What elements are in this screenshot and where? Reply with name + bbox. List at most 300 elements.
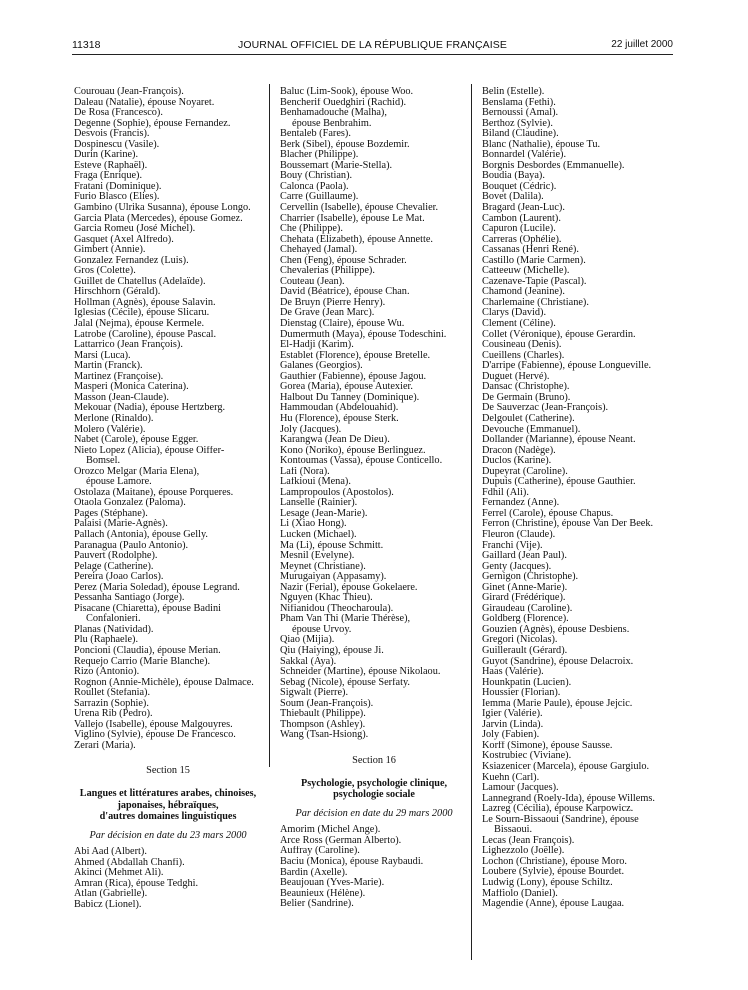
- column-divider-2: [471, 84, 472, 960]
- entry-line: Masperi (Monica Caterina).: [74, 382, 189, 393]
- entry-line: Daleau (Natalie), épouse Noyaret.: [74, 97, 215, 108]
- name-entry: [74, 351, 262, 362]
- entry-continuation: épouse Urvoy.: [292, 623, 352, 635]
- name-entry: [280, 709, 468, 720]
- name-entry: [74, 266, 262, 277]
- name-entry: [280, 361, 468, 372]
- entry-line: Clarys (David).: [482, 308, 547, 319]
- name-entry: [482, 235, 670, 246]
- entry-line: Korff (Simone), épouse Sausse.: [482, 740, 613, 751]
- entry-line: Furio Blasco (Elies).: [74, 192, 160, 203]
- entry-line: Fleuron (Claude).: [482, 529, 556, 540]
- entry-line: Durin (Karine).: [74, 150, 139, 161]
- name-entry: [280, 488, 468, 499]
- name-entry: [280, 287, 468, 298]
- entry-line: Chevalerias (Philippe).: [280, 266, 375, 277]
- entry-line: Dracon (Nadège).: [482, 445, 556, 456]
- decision-date: Par décision en date du 29 mars 2000: [295, 808, 453, 820]
- name-entry: [74, 319, 262, 330]
- entry-line: Establet (Florence), épouse Bretelle.: [280, 350, 431, 361]
- entry-line: Sigwalt (Pierre).: [280, 688, 349, 699]
- name-entry: [280, 298, 468, 309]
- entry-line: Kono (Noriko), épouse Berlinguez.: [280, 445, 426, 456]
- name-entry: [74, 361, 262, 372]
- entry-line: Iglesias (Cécile), épouse Slicaru.: [74, 308, 210, 319]
- name-entry: [74, 900, 262, 911]
- name-entry: [482, 551, 670, 562]
- name-entry: [74, 382, 262, 393]
- entry-line: Lecas (Jean François).: [482, 835, 575, 846]
- entry-line: El-Hadji (Karim).: [280, 340, 354, 351]
- name-entry: [74, 182, 262, 193]
- entry-list: [74, 847, 262, 910]
- name-entry: [280, 857, 468, 868]
- entry-line: Cervellin (Isabelle), épouse Chevalier.: [280, 203, 439, 214]
- name-entry: [482, 214, 670, 225]
- entry-line: Orozco Melgar (Maria Elena),: [74, 466, 200, 477]
- entry-continuation: Bomsel.: [86, 455, 121, 467]
- entry-line: Lattarrico (Jean François).: [74, 340, 183, 351]
- name-entry: [74, 171, 262, 182]
- entry-line: Pereira (Joao Carlos).: [74, 572, 164, 583]
- name-entry: [280, 530, 468, 541]
- entry-line: Pham Van Thi (Marie Thérèse),: [280, 614, 411, 625]
- entry-line: Lafi (Nora).: [280, 466, 330, 477]
- entry-line: Martinez (Françoise).: [74, 371, 164, 382]
- entry-line: Hu (Florence), épouse Sterk.: [280, 413, 399, 424]
- entry-line: Boussemart (Marie-Stella).: [280, 160, 393, 171]
- name-entry: [74, 604, 262, 625]
- name-entry: [482, 899, 670, 910]
- name-entry: [482, 709, 670, 720]
- name-entry: [280, 498, 468, 509]
- entry-line: Bonnardel (Valérie).: [482, 150, 567, 161]
- entry-line: Gregori (Nicolas).: [482, 635, 558, 646]
- entry-line: Arce Ross (German Alberto).: [280, 835, 402, 846]
- name-entry: [280, 98, 468, 109]
- column-1: [74, 87, 262, 910]
- entry-line: Belier (Sandrine).: [280, 899, 354, 910]
- section-label: Section 16: [352, 754, 396, 766]
- entry-line: Girard (Frédérique).: [482, 593, 566, 604]
- entry-line: Hounkpatin (Lucien).: [482, 677, 572, 688]
- entry-line: Dansac (Christophe).: [482, 382, 570, 393]
- name-entry: [280, 403, 468, 414]
- entry-line: Bouquet (Cédric).: [482, 181, 557, 192]
- section-title: [280, 778, 468, 800]
- entry-line: Li (Xiao Hong).: [280, 519, 347, 530]
- entry-line: Ahmed (Abdallah Chanfi).: [74, 857, 185, 868]
- name-entry: [482, 403, 670, 414]
- name-entry: [280, 214, 468, 225]
- name-entry: [74, 498, 262, 509]
- entry-line: Qiao (Mijia).: [280, 635, 335, 646]
- entry-line: Baluc (Lim-Sook), épouse Woo.: [280, 87, 414, 97]
- name-entry: [280, 446, 468, 457]
- entry-line: Chehayed (Jamal).: [280, 245, 358, 256]
- entry-line: Bovet (Dalila).: [482, 192, 544, 203]
- name-entry: [74, 308, 262, 319]
- entry-continuation: épouse Benbrahim.: [292, 117, 372, 129]
- entry-line: Chen (Feng), épouse Schrader.: [280, 255, 407, 266]
- name-entry: [280, 720, 468, 731]
- column-3: [482, 87, 670, 910]
- entry-line: Collet (Véronique), épouse Gerardin.: [482, 329, 636, 340]
- name-entry: [482, 625, 670, 636]
- name-entry: [482, 351, 670, 362]
- name-entry: [482, 150, 670, 161]
- entry-line: Bernoussi (Amal).: [482, 108, 559, 119]
- name-entry: [74, 551, 262, 562]
- name-entry: [482, 488, 670, 499]
- entry-line: Couteau (Jean).: [280, 276, 345, 287]
- name-entry: [74, 530, 262, 541]
- entry-line: Belin (Estelle).: [482, 87, 545, 97]
- name-entry: [482, 477, 670, 488]
- entry-line: Pisacane (Chiaretta), épouse Badini: [74, 603, 221, 614]
- entry-line: Berk (Sibel), épouse Bozdemir.: [280, 139, 410, 150]
- name-entry: [482, 593, 670, 604]
- name-entry: [482, 361, 670, 372]
- entry-line: Beaujouan (Yves-Marie).: [280, 878, 385, 889]
- entry-line: Dienstag (Claire), épouse Wu.: [280, 319, 405, 330]
- name-entry: [74, 678, 262, 689]
- entry-line: Urena Rib (Pedro).: [74, 709, 153, 720]
- name-entry: [280, 245, 468, 256]
- name-entry: [482, 762, 670, 773]
- entry-line: Cazenave-Tapie (Pascal).: [482, 276, 587, 287]
- entry-line: Loubere (Sylvie), épouse Bourdet.: [482, 867, 625, 878]
- entry-line: Catteeuw (Michelle).: [482, 266, 570, 277]
- entry-line: Guillerault (Gérard).: [482, 645, 568, 656]
- name-entry: [482, 720, 670, 731]
- entry-line: Plu (Raphaele).: [74, 635, 139, 646]
- entry-line: Lamour (Jacques).: [482, 783, 559, 794]
- name-entry: [482, 751, 670, 762]
- entry-line: Dollander (Marianne), épouse Neant.: [482, 435, 636, 446]
- name-entry: [482, 635, 670, 646]
- name-entry: [74, 868, 262, 879]
- name-entry: [280, 235, 468, 246]
- name-entry: [482, 846, 670, 857]
- name-entry: [74, 657, 262, 668]
- name-entry: [280, 203, 468, 214]
- name-entry: [482, 372, 670, 383]
- name-entry: [280, 519, 468, 530]
- entry-line: Latrobe (Caroline), épouse Pascal.: [74, 329, 217, 340]
- name-entry: [74, 203, 262, 214]
- entry-line: Castillo (Marie Carmen).: [482, 255, 586, 266]
- entry-line: Iemma (Marie Paule), épouse Jejcic.: [482, 698, 633, 709]
- entry-line: Mekouar (Nadia), épouse Hertzberg.: [74, 403, 226, 414]
- entry-line: Garcia Plata (Mercedes), épouse Gomez.: [74, 213, 243, 224]
- name-entry: [482, 678, 670, 689]
- name-entry: [74, 583, 262, 594]
- entry-line: Jarvin (Linda).: [482, 719, 544, 730]
- name-entry: [482, 646, 670, 657]
- name-entry: [280, 562, 468, 573]
- name-entry: [482, 583, 670, 594]
- entry-line: Merlone (Rinaldo).: [74, 413, 154, 424]
- name-entry: [482, 308, 670, 319]
- section-title-line: d'autres domaines linguistiques: [99, 810, 237, 822]
- entry-line: Gouzien (Agnès), épouse Desbiens.: [482, 624, 630, 635]
- entry-line: Guyot (Sandrine), épouse Delacroix.: [482, 656, 634, 667]
- entry-line: Nabet (Carole), épouse Egger.: [74, 435, 199, 446]
- name-entry: [280, 150, 468, 161]
- entry-line: Kostrubiec (Viviane).: [482, 751, 572, 762]
- name-entry: [482, 804, 670, 815]
- name-entry: [280, 899, 468, 910]
- name-entry: [74, 256, 262, 267]
- entry-line: Cambon (Laurent).: [482, 213, 561, 224]
- name-entry: [482, 867, 670, 878]
- name-entry: [482, 530, 670, 541]
- section-title-line: Langues et littératures arabes, chinoises,: [79, 788, 257, 800]
- name-entry: [482, 140, 670, 151]
- name-entry: [280, 678, 468, 689]
- entry-line: Viglino (Sylvie), épouse De Francesco.: [74, 730, 236, 741]
- entry-line: Lighezzolo (Joëlle).: [482, 846, 565, 857]
- name-entry: [482, 836, 670, 847]
- entry-line: Haas (Valérie).: [482, 667, 544, 678]
- name-entry: [280, 878, 468, 889]
- entry-line: Gambino (Ulrika Susanna), épouse Longo.: [74, 203, 251, 214]
- entry-line: Ma (Li), épouse Schmitt.: [280, 540, 384, 551]
- entry-line: Murugaiyan (Appasamy).: [280, 572, 387, 583]
- name-entry: [74, 446, 262, 467]
- name-entry: [280, 509, 468, 520]
- name-entry: [280, 593, 468, 604]
- column-divider-1: [269, 84, 270, 767]
- name-entry: [482, 889, 670, 900]
- name-entry: [280, 372, 468, 383]
- entry-line: Lazreg (Cécilia), épouse Karpowicz.: [482, 804, 634, 815]
- name-entry: [280, 551, 468, 562]
- entry-line: Guillet de Chatellus (Adelaïde).: [74, 276, 206, 287]
- entry-line: Atlan (Gabrielle).: [74, 889, 148, 900]
- name-entry: [482, 287, 670, 298]
- name-entry: [280, 161, 468, 172]
- name-entry: [482, 298, 670, 309]
- name-entry: [280, 140, 468, 151]
- entry-line: Kuehn (Carl).: [482, 772, 540, 783]
- section-title-line: japonaises, hébraïques,: [117, 799, 219, 811]
- entry-list: [280, 825, 468, 909]
- entry-line: Vallejo (Isabelle), épouse Malgouyres.: [74, 719, 233, 730]
- name-entry: [482, 741, 670, 752]
- name-entry: [74, 235, 262, 246]
- entry-line: Nieto Lopez (Alicia), épouse Oiffer-: [74, 445, 225, 456]
- name-entry: [280, 846, 468, 857]
- entry-line: Rognon (Annie-Michèle), épouse Dalmace.: [74, 677, 254, 688]
- entry-line: De Sauverzac (Jean-François).: [482, 403, 609, 414]
- name-entry: [482, 519, 670, 530]
- entry-line: Ostolaza (Maitane), épouse Porqueres.: [74, 487, 234, 498]
- name-entry: [482, 509, 670, 520]
- name-entry: [482, 657, 670, 668]
- page-header: [72, 39, 673, 55]
- name-entry: [74, 98, 262, 109]
- name-entry: [74, 340, 262, 351]
- entry-line: Pages (Stéphane).: [74, 508, 148, 519]
- entry-line: Lucken (Michael).: [280, 529, 357, 540]
- name-entry: [74, 140, 262, 151]
- name-entry: [482, 119, 670, 130]
- name-entry: [482, 446, 670, 457]
- name-entry: [280, 266, 468, 277]
- name-entry: [74, 709, 262, 720]
- name-entry: [482, 456, 670, 467]
- entry-line: De Rosa (Francesco).: [74, 108, 163, 119]
- name-entry: [74, 425, 262, 436]
- entry-line: Delgoulet (Catherine).: [482, 413, 575, 424]
- entry-line: Hammoudan (Abdelouahid).: [280, 403, 399, 414]
- entry-line: Zerari (Maria).: [74, 740, 136, 751]
- entry-line: Ginet (Anne-Marie).: [482, 582, 568, 593]
- name-entry: [482, 435, 670, 446]
- entry-line: Franchi (Vije).: [482, 540, 543, 551]
- entry-line: Perez (Maria Soledad), épouse Legrand.: [74, 582, 240, 593]
- entry-line: Magendie (Anne), épouse Laugaa.: [482, 899, 625, 910]
- entry-line: Courouau (Jean-François).: [74, 87, 184, 97]
- name-entry: [74, 593, 262, 604]
- entry-line: Calonca (Paola).: [280, 181, 349, 192]
- entry-line: Charrier (Isabelle), épouse Le Mat.: [280, 213, 425, 224]
- name-entry: [482, 382, 670, 393]
- name-entry: [74, 509, 262, 520]
- name-entry: [482, 203, 670, 214]
- name-entry: [280, 667, 468, 678]
- entry-line: Dumermuth (Maya), épouse Todeschini.: [280, 329, 447, 340]
- header-rule: [72, 54, 673, 55]
- name-entry: [482, 182, 670, 193]
- entry-line: Beaunieux (Hélène).: [280, 888, 366, 899]
- name-entry: [482, 224, 670, 235]
- entry-line: Meynet (Christiane).: [280, 561, 366, 572]
- entry-line: Maffiolo (Daniel).: [482, 888, 558, 899]
- entry-line: Gros (Colette).: [74, 266, 136, 277]
- name-entry: [74, 330, 262, 341]
- name-entry: [280, 108, 468, 129]
- entry-line: Bardin (Axelle).: [280, 867, 348, 878]
- entry-line: Baciu (Monica), épouse Raybaudi.: [280, 856, 424, 867]
- entry-line: Galanes (Georgios).: [280, 361, 363, 372]
- entry-line: De Germain (Bruno).: [482, 392, 571, 403]
- name-entry: [280, 319, 468, 330]
- entry-line: Ksiazenicer (Marcela), épouse Gargiulo.: [482, 762, 650, 772]
- entry-line: Borgnis Desbordes (Emmanuelle).: [482, 160, 625, 171]
- name-entry: [280, 477, 468, 488]
- entry-line: Degenne (Sophie), épouse Fernandez.: [74, 118, 231, 129]
- section-label: Section 15: [146, 765, 190, 777]
- name-entry: [280, 414, 468, 425]
- entry-line: Kontoumas (Vassa), épouse Conticello.: [280, 456, 443, 467]
- name-entry: [74, 119, 262, 130]
- entry-line: Garcia Romeu (José Michel).: [74, 224, 196, 235]
- entry-line: Goldberg (Florence).: [482, 614, 569, 625]
- name-entry: [74, 414, 262, 425]
- entry-line: Bouy (Christian).: [280, 171, 353, 182]
- name-entry: [482, 425, 670, 436]
- entry-line: Dospinescu (Vasile).: [74, 139, 160, 150]
- name-entry: [280, 330, 468, 341]
- entry-line: Bencherif Ouedghiri (Rachid).: [280, 97, 407, 108]
- entry-line: Hirschhorn (Gérald).: [74, 287, 161, 298]
- entry-line: Ferrel (Carole), épouse Chapus.: [482, 508, 614, 519]
- entry-continuation: épouse Lamore.: [86, 476, 152, 488]
- entry-line: Masson (Jean-Claude).: [74, 392, 169, 403]
- entry-list: [280, 87, 468, 741]
- entry-line: Mesnil (Evelyne).: [280, 551, 355, 562]
- entry-line: Gasquet (Axel Alfredo).: [74, 234, 174, 245]
- name-entry: [74, 393, 262, 404]
- entry-line: Auffray (Caroline).: [280, 846, 360, 857]
- entry-line: Pallach (Antonia), épouse Gelly.: [74, 529, 209, 540]
- entry-line: Martin (Franck).: [74, 361, 143, 372]
- entry-line: Biland (Claudine).: [482, 129, 559, 140]
- entry-line: Halbout Du Tanney (Dominique).: [280, 392, 420, 403]
- name-entry: [74, 720, 262, 731]
- entry-line: Cousineau (Denis).: [482, 340, 562, 351]
- name-entry: [482, 878, 670, 889]
- entry-continuation: Confalonieri.: [86, 613, 141, 625]
- entry-line: Dupuis (Catherine), épouse Gauthier.: [482, 477, 636, 488]
- entry-line: Lannegrand (Roely-Ida), épouse Willems.: [482, 793, 655, 804]
- name-entry: [482, 667, 670, 678]
- entry-line: Gauthier (Fabienne), épouse Jagou.: [280, 371, 427, 382]
- entry-line: Lesage (Jean-Marie).: [280, 508, 368, 519]
- entry-list: [74, 87, 262, 751]
- entry-line: Soum (Jean-François).: [280, 698, 374, 709]
- entry-line: Palaisi (Marie-Agnès).: [74, 519, 168, 530]
- name-entry: [482, 699, 670, 710]
- entry-line: Clement (Céline).: [482, 319, 556, 330]
- entry-line: Planas (Natividad).: [74, 624, 154, 635]
- entry-line: Lampropoulos (Apostolos).: [280, 487, 394, 498]
- name-entry: [74, 277, 262, 288]
- name-entry: [74, 372, 262, 383]
- name-entry: [280, 256, 468, 267]
- entry-line: Ferron (Christine), épouse Van Der Beek.: [482, 519, 654, 530]
- entry-line: Karangwa (Jean De Dieu).: [280, 435, 390, 446]
- name-entry: [482, 266, 670, 277]
- entry-line: Thiebault (Philippe).: [280, 709, 366, 720]
- name-entry: [482, 857, 670, 868]
- name-entry: [482, 783, 670, 794]
- name-entry: [280, 171, 468, 182]
- name-entry: [280, 382, 468, 393]
- name-entry: [280, 604, 468, 615]
- section-title: [74, 788, 262, 822]
- name-entry: [74, 699, 262, 710]
- decision-date: Par décision en date du 23 mars 2000: [89, 830, 247, 842]
- name-entry: [74, 635, 262, 646]
- column-2: [280, 87, 468, 910]
- entry-line: Hollman (Agnès), épouse Salavin.: [74, 297, 216, 308]
- entry-line: Qiu (Haiying), épouse Ji.: [280, 645, 384, 656]
- name-entry: [74, 214, 262, 225]
- entry-line: Nguyen (Khac Thieu).: [280, 593, 373, 604]
- entry-line: Thompson (Ashley).: [280, 719, 366, 730]
- name-entry: [280, 889, 468, 900]
- name-entry: [280, 699, 468, 710]
- name-entry: [74, 572, 262, 583]
- entry-line: Desvois (Francis).: [74, 129, 150, 140]
- name-entry: [74, 879, 262, 890]
- name-entry: [482, 467, 670, 478]
- name-entry: [74, 403, 262, 414]
